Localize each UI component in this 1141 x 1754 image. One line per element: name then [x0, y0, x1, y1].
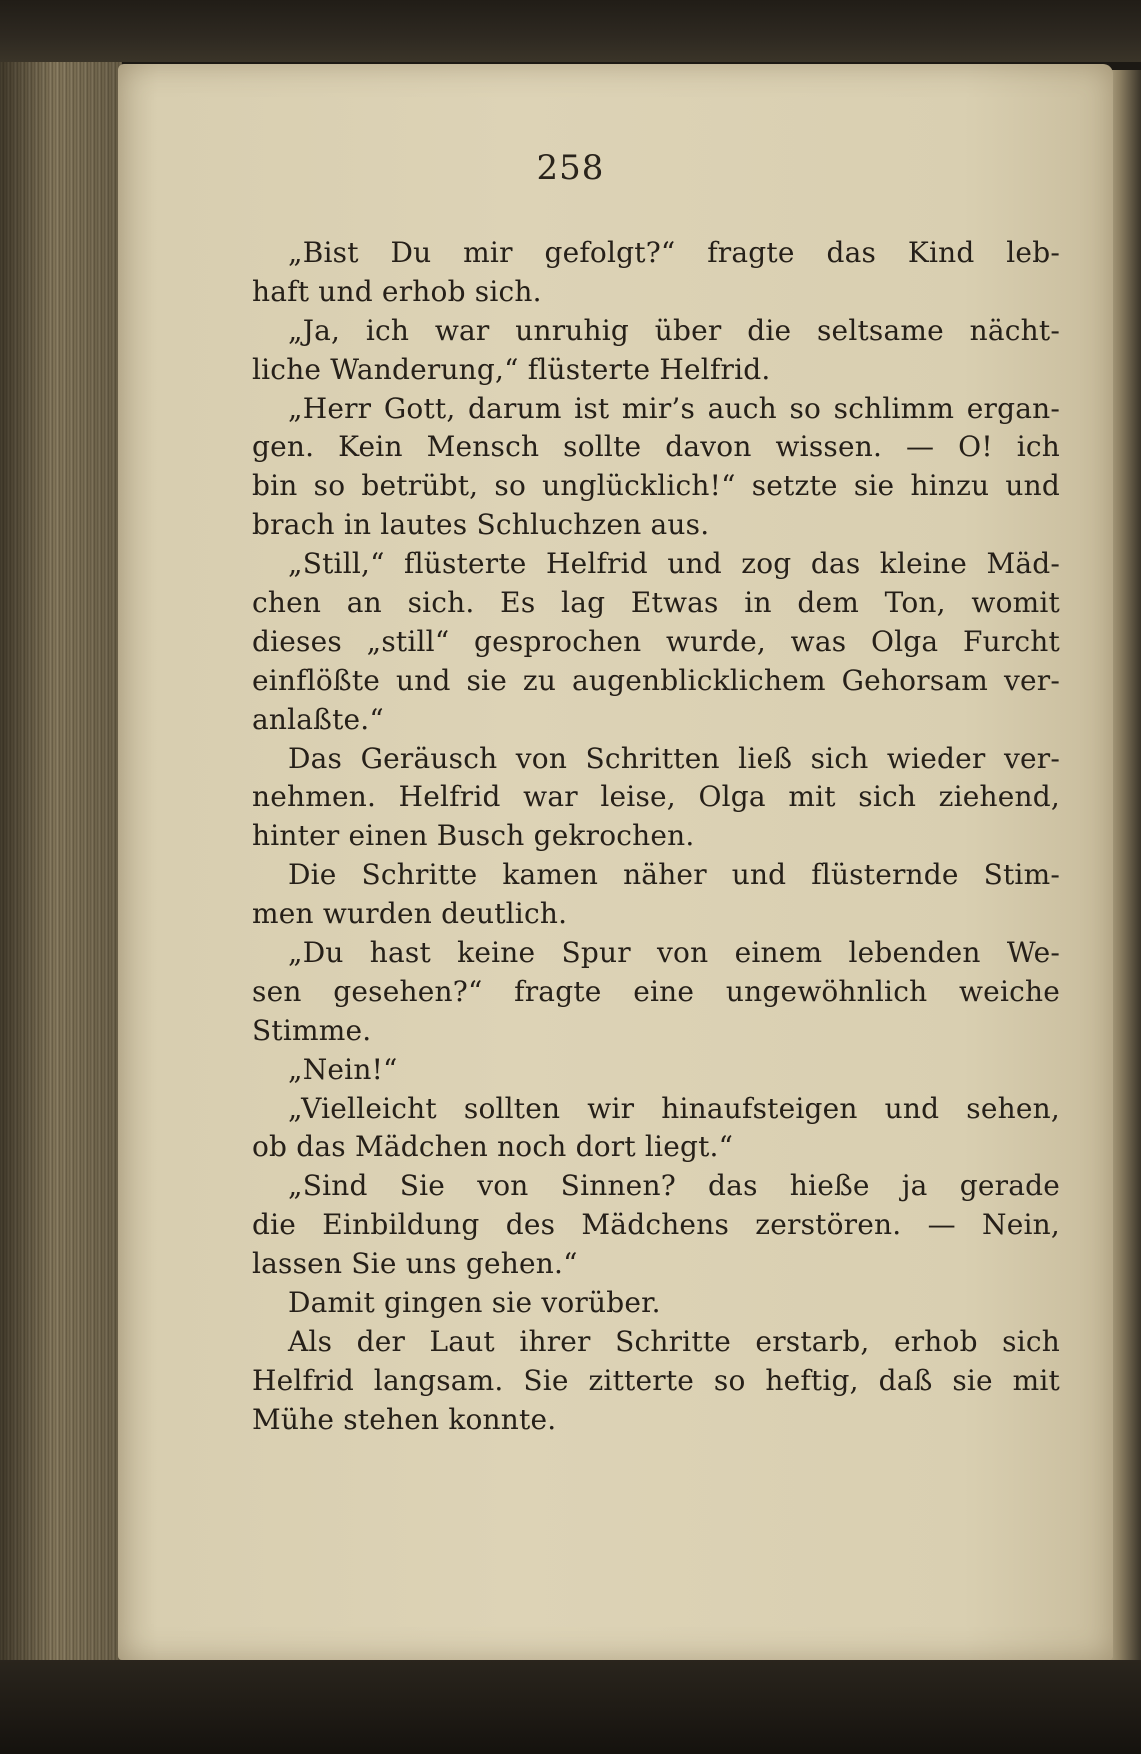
text-line: Damit gingen sie vorüber. [288, 1286, 661, 1320]
scan-bottom-background [0, 1660, 1141, 1754]
page-body-text [252, 234, 1060, 1440]
text-line: Stimme. [252, 1013, 372, 1047]
text-line: men wurden deutlich. [252, 897, 568, 931]
text-line: „Bist Du mir gefolgt?“ fragte das Kind leb- [288, 236, 1060, 269]
text-line: Die Schritte kamen näher und flüsternde Stim- [288, 858, 1060, 892]
scan-top-background [0, 0, 1141, 62]
text-line: ob das Mädchen noch dort liegt.“ [252, 1130, 734, 1164]
text-line: brach in lautes Schluchzen aus. [252, 508, 710, 542]
text-line: lassen Sie uns gehen.“ [252, 1247, 578, 1281]
text-line: hinter einen Busch gekrochen. [252, 819, 695, 853]
text-line: Helfrid langsam. Sie zitterte so heftig, daß sie mit [252, 1363, 1060, 1397]
text-line: gen. Kein Mensch sollte davon wissen. — O! ich [252, 430, 1060, 464]
text-line: anlaßte.“ [252, 702, 384, 736]
page-number: 258 [536, 148, 605, 188]
text-line: die Einbildung des Mädchens zerstören. — Nein, [252, 1208, 1060, 1242]
text-line: „Nein!“ [288, 1052, 398, 1086]
text-line: Das Geräusch von Schritten ließ sich wieder ver- [288, 741, 1060, 775]
text-line: dieses „still“ gesprochen wurde, was Olga Furcht [252, 624, 1060, 658]
text-line: „Du hast keine Spur von einem lebenden We- [288, 936, 1060, 970]
text-line: „Sind Sie von Sinnen? das hieße ja gerade [288, 1169, 1060, 1203]
text-line: Als der Laut ihrer Schritte erstarb, erhob sich [288, 1324, 1060, 1358]
text-line: einflößte und sie zu augenblicklichem Gehorsam ver- [252, 663, 1060, 697]
text-line: „Ja, ich war unruhig über die seltsame nächt- [288, 313, 1060, 347]
text-line: sen gesehen?“ fragte eine ungewöhnlich weiche [252, 974, 1060, 1008]
text-line: nehmen. Helfrid war leise, Olga mit sich ziehend, [252, 780, 1060, 814]
text-line: bin so betrübt, so unglücklich!“ setzte sie hinzu und [252, 469, 1060, 503]
book-page-edges-shadow [0, 62, 122, 1660]
text-line: haft und erhob sich. [252, 274, 542, 308]
text-line: Mühe stehen konnte. [252, 1402, 557, 1436]
text-line: „Vielleicht sollten wir hinaufsteigen und sehen, [288, 1091, 1060, 1125]
text-line: „Herr Gott, darum ist mir’s auch so schlimm ergan- [288, 391, 1060, 425]
text-line: „Still,“ flüsterte Helfrid und zog das kleine Mäd- [288, 547, 1060, 581]
text-line: liche Wanderung,“ flüsterte Helfrid. [252, 352, 771, 386]
text-line: chen an sich. Es lag Etwas in dem Ton, womit [252, 586, 1060, 620]
